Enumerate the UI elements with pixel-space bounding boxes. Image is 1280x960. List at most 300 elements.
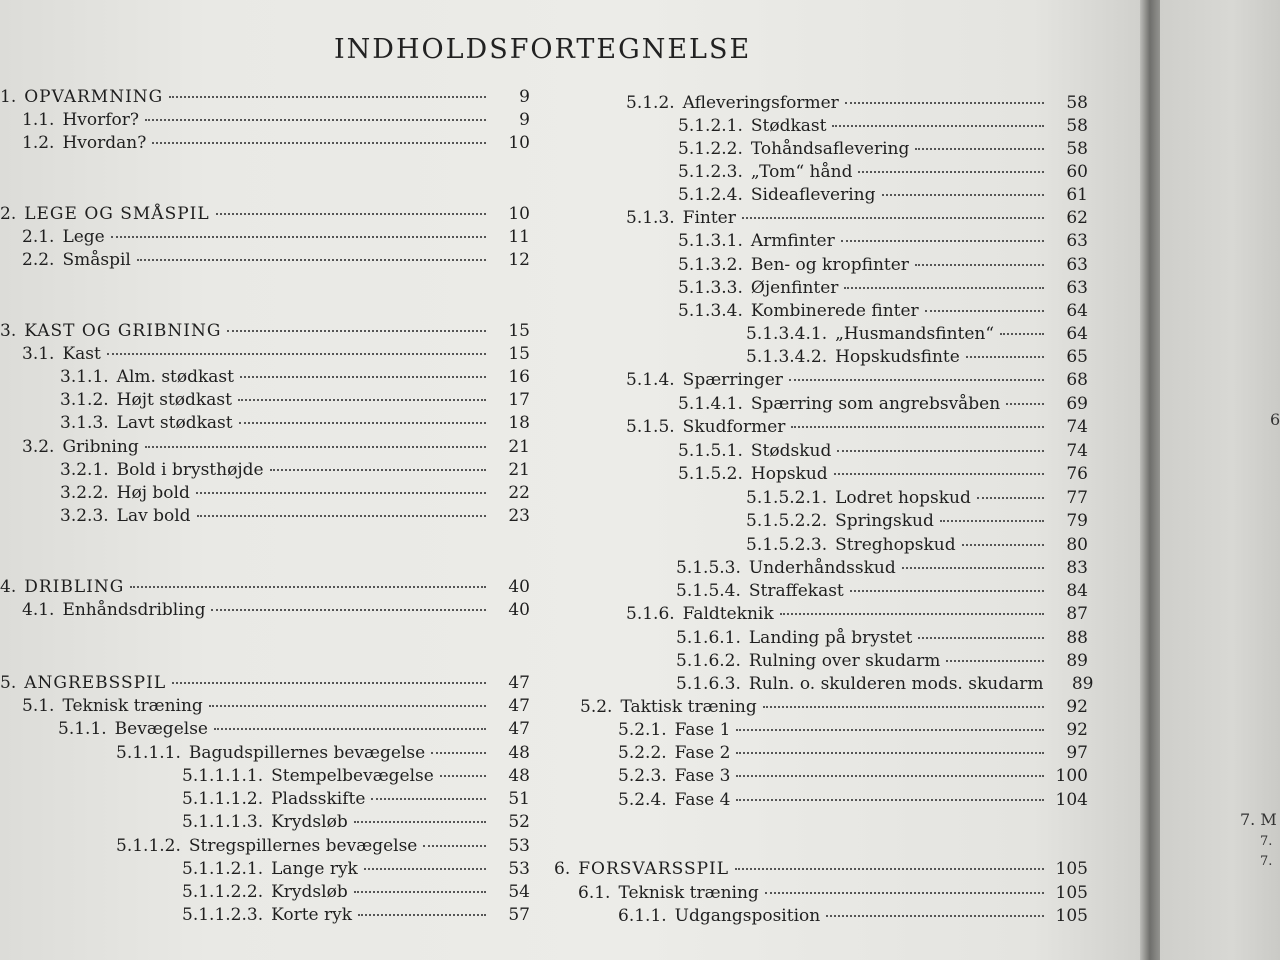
toc-section-title: Lav bold [116,506,191,526]
right-toc-entry [626,369,1088,391]
toc-section-number: 5.1.1.2.1. [182,859,264,879]
right-toc-entry [678,277,1088,299]
right-toc-entry [746,346,1088,368]
facing-page-sub-fragment-2: 7. [1260,854,1273,869]
toc-section-title: Afleveringsformer [682,93,839,113]
toc-page-number: 10 [508,133,530,153]
toc-section-title: Krydsløb [271,882,348,902]
right-toc-entry [580,696,1088,718]
toc-dot-leader [211,608,486,611]
toc-dot-leader [826,914,1044,917]
right-toc-entry [678,230,1088,252]
right-toc-entry [678,463,1088,485]
toc-page-number: 105 [1055,883,1088,903]
right-toc-entry [678,115,1088,137]
right-toc-entry [626,92,1088,114]
toc-page-number: 76 [1066,464,1088,484]
toc-section-title: „Husmandsfinten“ [835,324,995,344]
right-toc-entry [678,161,1088,183]
facing-page-chapter-fragment: 7. M [1240,810,1277,829]
toc-section-title: Bold i brysthøjde [116,460,264,480]
toc-page-number: 64 [1066,324,1088,344]
toc-section-title: Korte ryk [271,905,353,925]
toc-page-number: 105 [1055,859,1088,879]
toc-section-number: 1.1. [22,110,55,130]
toc-section-title: Ruln. o. skulderen mods. skudarm [748,674,1044,694]
toc-dot-leader [145,118,486,121]
left-toc-entry [116,835,530,857]
toc-section-number: 5.1.1.1. [116,743,181,763]
toc-section-number: 5.1.1.1.2. [182,789,264,809]
toc-page-number: 52 [508,812,530,832]
toc-section-title: Fase 2 [674,743,731,763]
toc-section-number: 3.1.3. [60,413,109,433]
left-toc-entry [182,788,530,810]
toc-page-number: 97 [1066,743,1088,763]
toc-page-number: 15 [508,344,530,364]
right-toc-entry [676,673,1094,695]
toc-section-title: Straffekast [748,581,844,601]
toc-section-number: 5.1.3.4. [678,301,743,321]
toc-section-title: FORSVARSSPIL [578,859,730,879]
toc-page-number: 53 [508,859,530,879]
toc-page-number: 92 [1066,720,1088,740]
toc-page-number: 79 [1066,511,1088,531]
toc-section-number: 5.1.2.2. [678,139,743,159]
left-toc-entry [60,412,530,434]
toc-page-number: 12 [508,250,530,270]
toc-page-number: 68 [1066,370,1088,390]
left-toc-entry [22,249,530,271]
right-toc-entry [626,603,1088,625]
toc-section-number: 5.1.5.2. [678,464,743,484]
right-toc-entry [678,393,1088,415]
toc-page-number: 64 [1066,301,1088,321]
left-toc-entry [60,505,530,527]
toc-section-title: DRIBLING [24,577,125,597]
toc-dot-leader [364,867,486,870]
toc-section-title: Lege [62,227,105,247]
toc-section-number: 5.1.5.2.2. [746,511,828,531]
toc-dot-leader [736,798,1044,801]
toc-dot-leader [780,612,1044,615]
left-toc-entry [182,765,530,787]
left-toc-entry [22,599,530,621]
right-toc-entry [618,742,1088,764]
toc-section-title: Pladsskifte [271,789,366,809]
toc-section-title: Kombinerede finter [750,301,919,321]
toc-dot-leader [354,820,486,823]
toc-dot-leader [946,659,1044,662]
toc-dot-leader [977,496,1044,499]
toc-section-number: 5.1.3.1. [678,231,743,251]
right-toc-entry [746,510,1088,532]
toc-page-number: 48 [508,766,530,786]
toc-section-title: Udgangsposition [674,906,821,926]
facing-page-number-fragment: 6 [1270,410,1280,429]
toc-section-title: Skudformer [682,417,786,437]
left-toc-entry [0,576,530,598]
left-toc-entry [22,132,530,154]
toc-page-number: 18 [508,413,530,433]
left-toc-entry [116,742,530,764]
toc-section-title: Sideaflevering [750,185,876,205]
left-toc-entry [182,858,530,880]
toc-section-title: LEGE OG SMÅSPIL [24,204,210,224]
toc-section-title: Hvordan? [62,133,147,153]
toc-page-number: 92 [1066,697,1088,717]
toc-page-number: 21 [508,437,530,457]
toc-section-title: Rulning over skudarm [748,651,941,671]
toc-section-number: 3.1.2. [60,390,109,410]
toc-dot-leader [440,774,486,777]
toc-section-number: 5.1.5.2.3. [746,535,828,555]
toc-section-number: 6. [554,859,571,879]
toc-section-number: 5.1.1. [58,719,107,739]
toc-section-number: 5.1.2.4. [678,185,743,205]
toc-section-title: Småspil [62,250,131,270]
toc-page-number: 47 [508,696,530,716]
toc-dot-leader [358,913,486,916]
toc-section-number: 5.1.6.3. [676,674,741,694]
toc-dot-leader [423,844,486,847]
toc-dot-leader [197,514,486,517]
toc-section-title: Finter [682,208,736,228]
toc-dot-leader [962,543,1044,546]
toc-dot-leader [1000,332,1044,335]
toc-dot-leader [354,890,486,893]
toc-page-number: 11 [508,227,530,247]
toc-dot-leader [238,398,486,401]
toc-dot-leader [915,263,1044,266]
right-toc-entry [678,254,1088,276]
toc-section-title: „Tom“ hånd [750,162,853,182]
toc-dot-leader [765,891,1044,894]
toc-page-number: 57 [508,905,530,925]
toc-section-title: Tohåndsaflevering [750,139,910,159]
toc-section-number: 5.2. [580,697,613,717]
toc-section-number: 3.2.2. [60,483,109,503]
toc-section-number: 5.1.5.4. [676,581,741,601]
toc-section-number: 6.1.1. [618,906,667,926]
toc-section-number: 5.1.3. [626,208,675,228]
toc-dot-leader [107,352,486,355]
toc-section-title: Armfinter [750,231,835,251]
toc-dot-leader [918,636,1044,639]
toc-dot-leader [145,445,486,448]
toc-section-number: 5.1.3.3. [678,278,743,298]
toc-section-number: 3. [0,321,17,341]
toc-dot-leader [834,472,1044,475]
toc-section-title: Ben- og kropfinter [750,255,909,275]
toc-dot-leader [169,95,486,98]
toc-section-number: 5.1. [22,696,55,716]
book-gutter [1140,0,1162,960]
toc-dot-leader [966,355,1044,358]
right-toc-entry [554,858,1088,880]
toc-dot-leader [431,751,486,754]
toc-page-number: 47 [508,673,530,693]
right-toc-entry [676,580,1088,602]
toc-page-number: 105 [1055,906,1088,926]
toc-section-title: Stregspillernes bevægelse [188,836,418,856]
toc-dot-leader [736,728,1044,731]
toc-section-number: 4. [0,577,17,597]
toc-section-title: Spærringer [682,370,783,390]
right-toc-entry [618,719,1088,741]
right-toc-entry [618,905,1088,927]
toc-dot-leader [844,286,1044,289]
toc-dot-leader [925,309,1044,312]
toc-dot-leader [214,727,486,730]
toc-dot-leader [837,449,1044,452]
right-toc-entry [678,184,1088,206]
toc-dot-leader [216,212,486,215]
toc-section-title: Streghopskud [835,535,956,555]
toc-dot-leader [172,681,486,684]
toc-page-number: 47 [508,719,530,739]
toc-dot-leader [858,170,1044,173]
right-toc-entry [678,440,1088,462]
toc-section-title: Øjenfinter [750,278,839,298]
toc-page-number: 40 [508,577,530,597]
right-toc-entry [626,416,1088,438]
toc-page-number: 65 [1066,347,1088,367]
toc-section-number: 2. [0,204,17,224]
toc-section-number: 5.1.5. [626,417,675,437]
toc-section-title: Enhåndsdribling [62,600,206,620]
toc-page-number: 16 [508,367,530,387]
toc-section-number: 5.1.4.1. [678,394,743,414]
toc-section-title: Spærring som angrebsvåben [750,394,1001,414]
toc-section-number: 1. [0,87,17,107]
toc-page-number: 87 [1066,604,1088,624]
toc-dot-leader [791,425,1044,428]
left-toc-entry [0,672,530,694]
toc-dot-leader [742,216,1044,219]
toc-section-number: 5.2.4. [618,790,667,810]
toc-page-number: 9 [519,87,530,107]
toc-dot-leader [111,235,486,238]
left-toc-entry [60,459,530,481]
toc-section-number: 6.1. [578,883,611,903]
toc-page-number: 9 [519,110,530,130]
right-toc-entry [676,627,1088,649]
toc-page-number: 74 [1066,441,1088,461]
toc-section-number: 3.1.1. [60,367,109,387]
toc-section-title: Faldteknik [682,604,774,624]
toc-section-title: Hopskud [750,464,828,484]
toc-page-number: 58 [1066,116,1088,136]
toc-dot-leader [240,375,486,378]
toc-section-title: Underhåndsskud [748,558,896,578]
toc-section-title: Hopskudsfinte [835,347,960,367]
toc-dot-leader [152,141,486,144]
right-toc-entry [678,138,1088,160]
toc-dot-leader [915,147,1044,150]
right-toc-entry [618,789,1088,811]
toc-section-number: 5.1.6.1. [676,628,741,648]
toc-section-title: Krydsløb [271,812,348,832]
toc-section-title: Springskud [835,511,934,531]
toc-page-number: 17 [508,390,530,410]
toc-page-number: 74 [1066,417,1088,437]
toc-dot-leader [850,589,1044,592]
toc-dot-leader [130,585,486,588]
toc-page-number: 63 [1066,231,1088,251]
toc-page-number: 77 [1066,488,1088,508]
toc-section-number: 5.1.6. [626,604,675,624]
toc-dot-leader [270,468,486,471]
toc-dot-leader [227,329,486,332]
toc-section-number: 4.1. [22,600,55,620]
toc-page-number: 21 [508,460,530,480]
toc-page-number: 83 [1066,558,1088,578]
left-toc-entry [60,482,530,504]
toc-page-number: 100 [1055,766,1088,786]
toc-page-number: 63 [1066,278,1088,298]
toc-page-number: 51 [508,789,530,809]
toc-section-number: 5. [0,673,17,693]
toc-page-number: 10 [508,204,530,224]
toc-dot-leader [196,491,486,494]
toc-dot-leader [841,239,1044,242]
right-toc-entry [678,300,1088,322]
toc-section-title: Høj bold [116,483,190,503]
left-toc-entry [0,203,530,225]
toc-section-title: Hvorfor? [62,110,140,130]
toc-dot-leader [736,774,1044,777]
toc-section-title: Lange ryk [271,859,358,879]
toc-section-number: 5.1.1.2. [116,836,181,856]
left-toc-entry [22,343,530,365]
toc-page-number: 89 [1071,674,1094,694]
toc-section-title: Fase 3 [674,766,731,786]
toc-section-number: 3.1. [22,344,55,364]
left-toc-entry [22,226,530,248]
toc-dot-leader [1006,402,1044,405]
toc-page-number: 54 [508,882,530,902]
right-toc-entry [746,487,1088,509]
left-toc-entry [60,389,530,411]
toc-section-title: Teknisk træning [62,696,203,716]
right-toc-entry [618,765,1088,787]
toc-dot-leader [789,378,1044,381]
toc-section-title: Kast [62,344,101,364]
toc-section-title: KAST OG GRIBNING [24,321,222,341]
toc-section-title: Højt stødkast [116,390,232,410]
left-toc-entry [58,718,530,740]
left-toc-entry [22,695,530,717]
toc-page-number: 62 [1066,208,1088,228]
toc-dot-leader [882,193,1044,196]
toc-dot-leader [845,101,1044,104]
left-toc-entry [22,436,530,458]
right-toc-entry [676,650,1088,672]
toc-section-title: Fase 1 [674,720,731,740]
toc-section-title: OPVARMNING [24,87,164,107]
toc-section-number: 5.1.4. [626,370,675,390]
toc-section-title: ANGREBSSPIL [24,673,167,693]
page-title: INDHOLDSFORTEGNELSE [334,34,752,65]
toc-page-number: 53 [508,836,530,856]
toc-section-title: Stempelbevægelse [271,766,434,786]
toc-section-title: Lodret hopskud [835,488,971,508]
toc-dot-leader [137,258,486,261]
toc-section-number: 3.2.1. [60,460,109,480]
right-toc-entry [626,207,1088,229]
right-toc-entry [676,557,1088,579]
toc-section-number: 5.2.1. [618,720,667,740]
toc-section-number: 5.1.2.1. [678,116,743,136]
toc-page-number: 63 [1066,255,1088,275]
toc-section-title: Stødkast [750,116,827,136]
toc-dot-leader [371,797,486,800]
toc-section-title: Teknisk træning [618,883,759,903]
right-toc-entry [746,534,1088,556]
toc-dot-leader [940,519,1044,522]
toc-page-number: 69 [1066,394,1088,414]
toc-section-number: 2.1. [22,227,55,247]
toc-dot-leader [832,124,1044,127]
toc-section-title: Taktisk træning [620,697,757,717]
left-toc-entry [22,109,530,131]
toc-section-title: Bevægelse [114,719,208,739]
toc-section-number: 5.1.1.2.3. [182,905,264,925]
toc-page-number: 60 [1066,162,1088,182]
left-toc-entry [182,811,530,833]
toc-section-title: Stødskud [750,441,832,461]
toc-page-number: 61 [1066,185,1088,205]
left-toc-entry [60,366,530,388]
facing-page-sub-fragment-1: 7. [1260,834,1273,849]
toc-section-number: 5.1.5.3. [676,558,741,578]
toc-section-number: 5.1.6.2. [676,651,741,671]
toc-page-number: 84 [1066,581,1088,601]
toc-section-number: 3.2. [22,437,55,457]
left-toc-entry [0,320,530,342]
toc-section-number: 5.1.3.2. [678,255,743,275]
toc-section-number: 1.2. [22,133,55,153]
toc-dot-leader [902,566,1044,569]
toc-page-number: 89 [1066,651,1088,671]
left-toc-entry [182,904,530,926]
toc-section-title: Bagudspillernes bevægelse [188,743,426,763]
toc-dot-leader [736,751,1044,754]
toc-section-number: 5.1.2.3. [678,162,743,182]
left-toc-entry [0,86,530,108]
toc-section-number: 5.1.2. [626,93,675,113]
right-toc-entry [746,323,1088,345]
toc-section-title: Alm. stødkast [116,367,234,387]
toc-section-number: 2.2. [22,250,55,270]
toc-section-number: 5.1.5.1. [678,441,743,461]
toc-section-number: 5.1.1.2.2. [182,882,264,902]
toc-page-number: 80 [1066,535,1088,555]
toc-page-number: 15 [508,321,530,341]
toc-page-number: 48 [508,743,530,763]
toc-section-title: Landing på brystet [748,628,913,648]
left-toc-entry [182,881,530,903]
toc-page-number: 23 [508,506,530,526]
toc-page-number: 104 [1055,790,1088,810]
facing-page [1160,0,1280,960]
toc-page-number: 58 [1066,139,1088,159]
toc-page-number: 22 [508,483,530,503]
right-toc-entry [578,882,1088,904]
toc-section-title: Lavt stødkast [116,413,233,433]
toc-section-title: Fase 4 [674,790,731,810]
